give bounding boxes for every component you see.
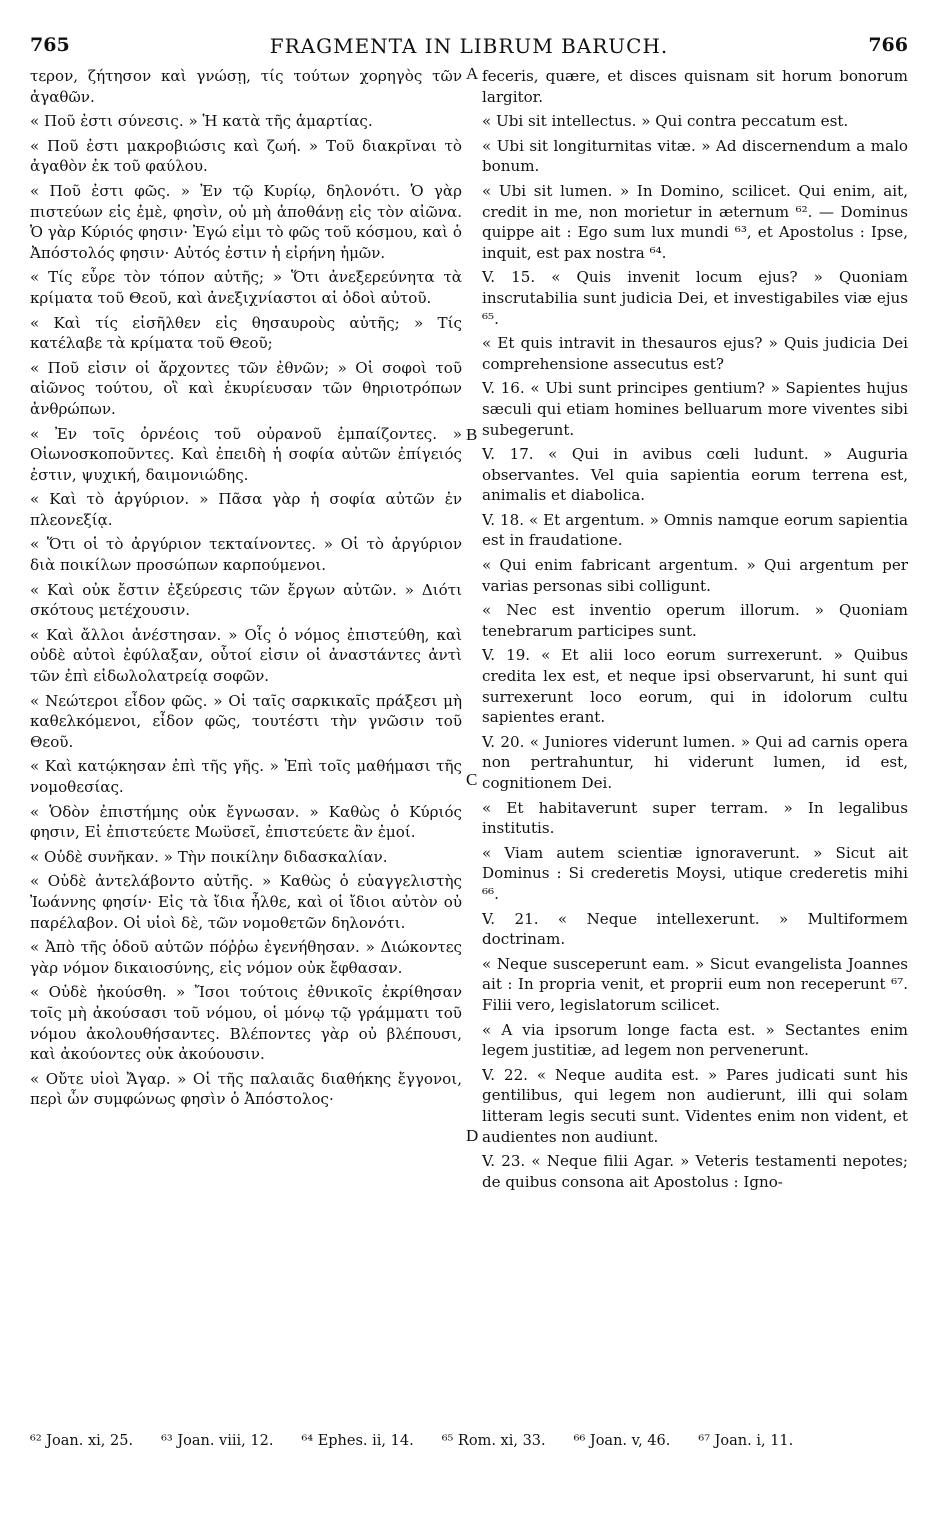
- footnote: ⁶³ Joan. viii, 12.: [161, 1433, 274, 1449]
- greek-paragraph: « Καὶ οὐκ ἔστιν ἐξεύρεσις τῶν ἔργων αὐτῶν. » Διότι σκότους μετέχουσιν.: [30, 580, 462, 620]
- greek-paragraph: « Ὅτι οἱ τὸ ἀργύριον τεκταίνοντες. » Οἱ τὸ ἀργύριον διὰ ποικίλων προσώπων καρπούμενοι.: [30, 535, 462, 575]
- latin-paragraph: « Viam autem scientiæ ignoraverunt. » Sicut ait Dominus : Si crederetis Moysi, utique crederetis mihi ⁶⁶.: [482, 843, 908, 903]
- greek-paragraph: « Ἀπὸ τῆς ὁδοῦ αὐτῶν πόῤῥω ἐγενήθησαν. » Διώκοντες γὰρ νόμον δικαιοσύνης, εἰς νόμον οὐκ ἔφθασαν.: [30, 938, 462, 977]
- latin-paragraph: « Qui enim fabricant argentum. » Qui argentum per varias personas sibi colligunt.: [482, 556, 908, 595]
- footnotes: [30, 1432, 908, 1451]
- latin-paragraph: « Ubi sit intellectus. » Qui contra peccatum est.: [482, 112, 849, 131]
- greek-paragraph: « Τίς εὗρε τὸν τόπον αὐτῆς; » Ὅτι ἀνεξερεύνητα τὰ κρίματα τοῦ Θεοῦ, καὶ ἀνεξιχνίαστοι αἱ ὁδοὶ αὐτοῦ.: [30, 268, 462, 307]
- page-header: [30, 34, 908, 64]
- running-title: FRAGMENTA IN LIBRUM BARUCH.: [269, 34, 669, 58]
- latin-paragraph: « Ubi sit lumen. » In Domino, scilicet. Qui enim, ait, credit in me, non morietur in æternum ⁶². — Dominus quippe ait : Ego sum lux mundi ⁶³, et Apostolus : Ipse, inquit, est pax nostra ⁶⁴.: [482, 181, 908, 262]
- footnote: ⁶⁶ Joan. v, 46.: [573, 1433, 671, 1449]
- greek-paragraph: τερον, ζήτησον καὶ γνώσῃ, τίς τούτων χορηγὸς τῶν ἀγαθῶν.: [30, 67, 462, 106]
- page-number-right: 766: [868, 34, 908, 56]
- footnote: ⁶⁵ Rom. xi, 33.: [441, 1433, 546, 1449]
- latin-paragraph: V. 23. « Neque filii Agar. » Veteris testamenti nepotes; de quibus consona ait Apostolus : Igno-: [482, 1152, 908, 1191]
- margin-letter-d: D: [466, 1126, 479, 1145]
- greek-paragraph: « Ποῦ ἐστι φῶς. » Ἐν τῷ Κυρίῳ, δηλονότι. Ὁ γὰρ πιστεύων εἰς ἐμὲ, φησὶν, οὐ μὴ ἀποθάνῃ εἰς τὸν αἰῶνα. Ὁ γὰρ Κύριός φησιν· Ἐγώ εἰμι τὸ φῶς τοῦ κόσμου, καὶ ὁ Ἀπόστολός φησιν· Αὐτός ἐστιν ἡ εἰρήνη ἡμῶν.: [30, 181, 462, 262]
- latin-column: [482, 66, 908, 1196]
- greek-paragraph: « Καὶ κατῴκησαν ἐπὶ τῆς γῆς. » Ἐπὶ τοῖς μαθήμασι τῆς νομοθεσίας.: [30, 757, 462, 796]
- greek-paragraph: « Ποῦ ἐστι μακροβιώσις καὶ ζωή. » Τοῦ διακρῖναι τὸ ἀγαθὸν ἐκ τοῦ φαύλου.: [30, 136, 462, 176]
- page-number-left: 765: [30, 34, 70, 56]
- latin-paragraph: « Neque susceperunt eam. » Sicut evangelista Joannes ait : In propria venit, et proprii eum non receperunt ⁶⁷. Filii vero, legislatorum scilicet.: [482, 954, 908, 1014]
- latin-paragraph: « A via ipsorum longe facta est. » Sectantes enim legem justitiæ, ad legem non pervenerunt.: [482, 1020, 908, 1060]
- latin-paragraph: « Nec est inventio operum illorum. » Quoniam tenebrarum participes sunt.: [482, 601, 908, 640]
- latin-paragraph: V. 22. « Neque audita est. » Pares judicati sunt his gentilibus, qui legem non audierunt, illi qui solam litteram legis secuti sunt. Videntes enim non vident, et audientes non audiunt.: [482, 1065, 908, 1146]
- footnote: ⁶² Joan. xi, 25.: [30, 1433, 134, 1449]
- greek-column: [30, 66, 462, 1114]
- latin-paragraph: V. 18. « Et argentum. » Omnis namque eorum sapientia est in fraudatione.: [482, 510, 908, 550]
- greek-paragraph: « Καὶ τίς εἰσῆλθεν εἰς θησαυροὺς αὐτῆς; » Τίς κατέλαβε τὰ κρίματα τοῦ Θεοῦ;: [30, 313, 462, 353]
- greek-paragraph: « Ἐν τοῖς ὀρνέοις τοῦ οὐρανοῦ ἐμπαίζοντες. » Οἰωνοσκοποῦντες. Καὶ ἐπειδὴ ἡ σοφία αὐτῶν ἐπίγειός ἐστιν, ψυχική, δαιμονιώδης.: [30, 424, 462, 484]
- latin-paragraph: V. 17. « Qui in avibus cœli ludunt. » Auguria observantes. Vel quia sapientia eorum terrena est, animalis et diabolica.: [482, 445, 908, 505]
- latin-paragraph: V. 16. « Ubi sunt principes gentium? » Sapientes hujus sæculi qui etiam homines belluarum more viventes sibi subegerunt.: [482, 379, 908, 439]
- greek-paragraph: « Οὔτε υἱοὶ Ἄγαρ. » Οἱ τῆς παλαιᾶς διαθήκης ἔγγονοι, περὶ ὧν συμφώνως φησὶν ὁ Ἀπόστολος·: [30, 1069, 462, 1109]
- greek-paragraph: « Νεώτεροι εἶδον φῶς. » Οἱ ταῖς σαρκικαῖς πράξεσι μὴ καθελκόμενοι, εἶδον φῶς, τουτέστι τὴν γνῶσιν τοῦ Θεοῦ.: [30, 691, 462, 751]
- greek-paragraph: « Ποῦ ἐστι σύνεσις. » Ἡ κατὰ τῆς ἁμαρτίας.: [30, 112, 373, 131]
- latin-paragraph: « Et quis intravit in thesauros ejus? » Quis judicia Dei comprehensione assecutus est?: [482, 334, 908, 373]
- latin-paragraph: « Et habitaverunt super terram. » In legalibus institutis.: [482, 798, 908, 838]
- greek-paragraph: « Οὐδὲ ἀντελάβοντο αὐτῆς. » Καθὼς ὁ εὐαγγελιστὴς Ἰωάννης φησίν· Εἰς τὰ ἴδια ἦλθε, καὶ οἱ ἴδιοι αὐτὸν οὐ παρέλαβον. Οἱ υἱοὶ δὲ, τῶν νομοθετῶν δηλονότι.: [30, 872, 462, 932]
- footnote: ⁶⁷ Joan. i, 11.: [698, 1433, 794, 1449]
- margin-letter-c: C: [466, 770, 478, 789]
- latin-paragraph: V. 21. « Neque intellexerunt. » Multiformem doctrinam.: [482, 909, 908, 949]
- latin-paragraph: « Ubi sit longiturnitas vitæ. » Ad discernendum a malo bonum.: [482, 136, 908, 176]
- greek-paragraph: « Ποῦ εἰσιν οἱ ἄρχοντες τῶν ἐθνῶν; » Οἱ σοφοὶ τοῦ αἰῶνος τούτου, οἳ καὶ ἐκυρίευσαν τῶν θηριοτρόπων ἀνθρώπων.: [30, 358, 462, 418]
- greek-paragraph: « Καὶ τὸ ἀργύριον. » Πᾶσα γὰρ ἡ σοφία αὐτῶν ἐν πλεονεξίᾳ.: [30, 490, 462, 529]
- greek-paragraph: « Ὁδὸν ἐπιστήμης οὐκ ἔγνωσαν. » Καθὼς ὁ Κύριός φησιν, Εἰ ἐπιστεύετε Μωϋσεῖ, ἐπιστεύετε ἂν ἐμοί.: [30, 802, 462, 842]
- latin-paragraph: V. 20. « Juniores viderunt lumen. » Qui ad carnis opera non pertrahuntur, hi viderunt lumen, id est, cognitionem Dei.: [482, 732, 908, 792]
- latin-paragraph: V. 19. « Et alii loco eorum surrexerunt. » Quibus credita lex est, et neque ipsi observarunt, hi sunt qui surrexerunt loco eorum, qui in idolorum cultu sapientes erant.: [482, 646, 908, 727]
- latin-paragraph: V. 15. « Quis invenit locum ejus? » Quoniam inscrutabilia sunt judicia Dei, et investigabiles viæ ejus ⁶⁵.: [482, 268, 908, 328]
- footnote: ⁶⁴ Ephes. ii, 14.: [301, 1433, 414, 1449]
- margin-letter-a: A: [466, 64, 479, 83]
- greek-paragraph: « Καὶ ἄλλοι ἀνέστησαν. » Οἷς ὁ νόμος ἐπιστεύθη, καὶ οὐδὲ αὐτοὶ ἐφύλαξαν, οὗτοί εἰσιν οἱ ἀναστάντες ἀντὶ τῶν ἐπὶ εἰδωλολατρείᾳ σοφῶν.: [30, 625, 462, 686]
- greek-paragraph: « Οὐδὲ συνῆκαν. » Τὴν ποικίλην διδασκαλίαν.: [30, 847, 388, 866]
- margin-letter-b: B: [466, 425, 478, 444]
- greek-paragraph: « Οὐδὲ ἠκούσθη. » Ἴσοι τούτοις ἐθνικοῖς ἐκρίθησαν τοῖς μὴ ἀκούσασι τοῦ νόμου, οἱ μόνῳ τῷ γράμματι τοῦ νόμου ἀκολουθήσαντες. Βλέποντες γὰρ οὐ βλέπουσι, καὶ ἀκούοντες οὐκ ἀκούουσιν.: [30, 983, 462, 1064]
- latin-paragraph: feceris, quære, et disces quisnam sit horum bonorum largitor.: [482, 67, 908, 106]
